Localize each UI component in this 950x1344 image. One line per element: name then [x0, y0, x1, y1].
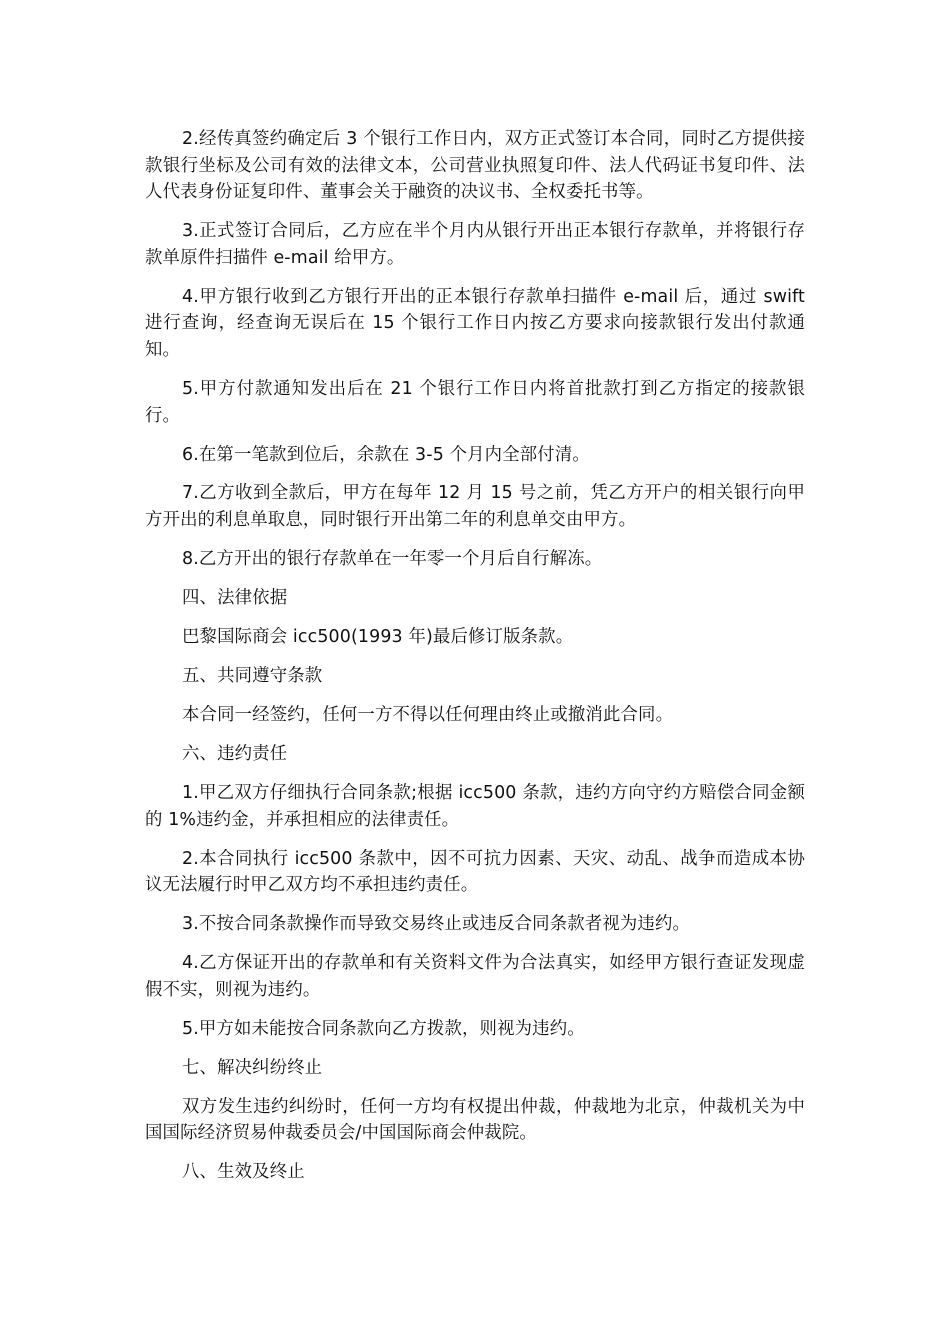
section-heading-legal-basis: 四、法律依据 [182, 588, 288, 609]
clause-7-interest: 7.乙方收到全款后，甲方在每年 12 月 15 号之前，凭乙方开户的相关银行向甲方开出的利息单取息，同时银行开出第二年的利息单交由甲方。 [145, 483, 805, 531]
clause-4-swift-query: 4.甲方银行收到乙方银行开出的正本银行存款单扫描件 e-mail 后，通过 swift 进行查询，经查询无误后在 15 个银行工作日内按乙方要求向接款银行发出付款通知。 [145, 286, 805, 360]
clause-5-first-payment: 5.甲方付款通知发出后在 21 个银行工作日内将首批款打到乙方指定的接款银行。 [145, 378, 805, 426]
section-heading-common-terms: 五、共同遵守条款 [182, 666, 323, 687]
common-terms-text: 本合同一经签约，任何一方不得以任何理由终止或撤消此合同。 [182, 705, 674, 725]
section-heading-breach: 六、违约责任 [182, 743, 288, 764]
breach-clause-2: 2.本合同执行 icc500 条款中，因不可抗力因素、天灾、动乱、战争而造成本协议无法履行时甲乙双方均不承担违约责任。 [145, 848, 805, 896]
breach-clause-1: 1.甲乙双方仔细执行合同条款;根据 icc500 条款，违约方向守约方赔偿合同金额的 1%违约金，并承担相应的法律责任。 [145, 782, 805, 830]
breach-clause-5: 5.甲方如未能按合同条款向乙方拨款，则视为违约。 [182, 1018, 585, 1039]
legal-basis-text: 巴黎国际商会 icc500(1993 年)最后修订版条款。 [182, 627, 574, 648]
section-heading-disputes: 七、解决纠纷终止 [182, 1057, 323, 1078]
breach-clause-3: 3.不按合同条款操作而导致交易终止或违反合同条款者视为违约。 [182, 914, 691, 935]
clause-8-unfreeze: 8.乙方开出的银行存款单在一年零一个月后自行解冻。 [182, 549, 603, 570]
clause-3-deposit-slip: 3.正式签订合同后，乙方应在半个月内从银行开出正本银行存款单，并将银行存款单原件扫描件 e-mail 给甲方。 [145, 221, 805, 268]
breach-clause-4: 4.乙方保证开出的存款单和有关资料文件为合法真实，如经甲方银行查证发现虚假不实，则视为违约。 [145, 953, 805, 1000]
document-page [145, 126, 805, 1198]
disputes-text: 双方发生违约纠纷时，任何一方均有权提出仲裁，仲裁地为北京，仲裁机关为中国国际经济贸易仲裁委员会/中国国际商会仲裁院。 [145, 1096, 805, 1144]
section-heading-effect-termination: 八、生效及终止 [182, 1162, 305, 1183]
clause-6-balance: 6.在第一笔款到位后，余款在 3-5 个月内全部付清。 [182, 444, 590, 465]
clause-2-fax-signing: 2.经传真签约确定后 3 个银行工作日内，双方正式签订本合同，同时乙方提供接款银行坐标及公司有效的法律文本，公司营业执照复印件、法人代码证书复印件、法人代表身份证复印件、董事会关于融资的决议书、全权委托书等。 [145, 129, 805, 203]
